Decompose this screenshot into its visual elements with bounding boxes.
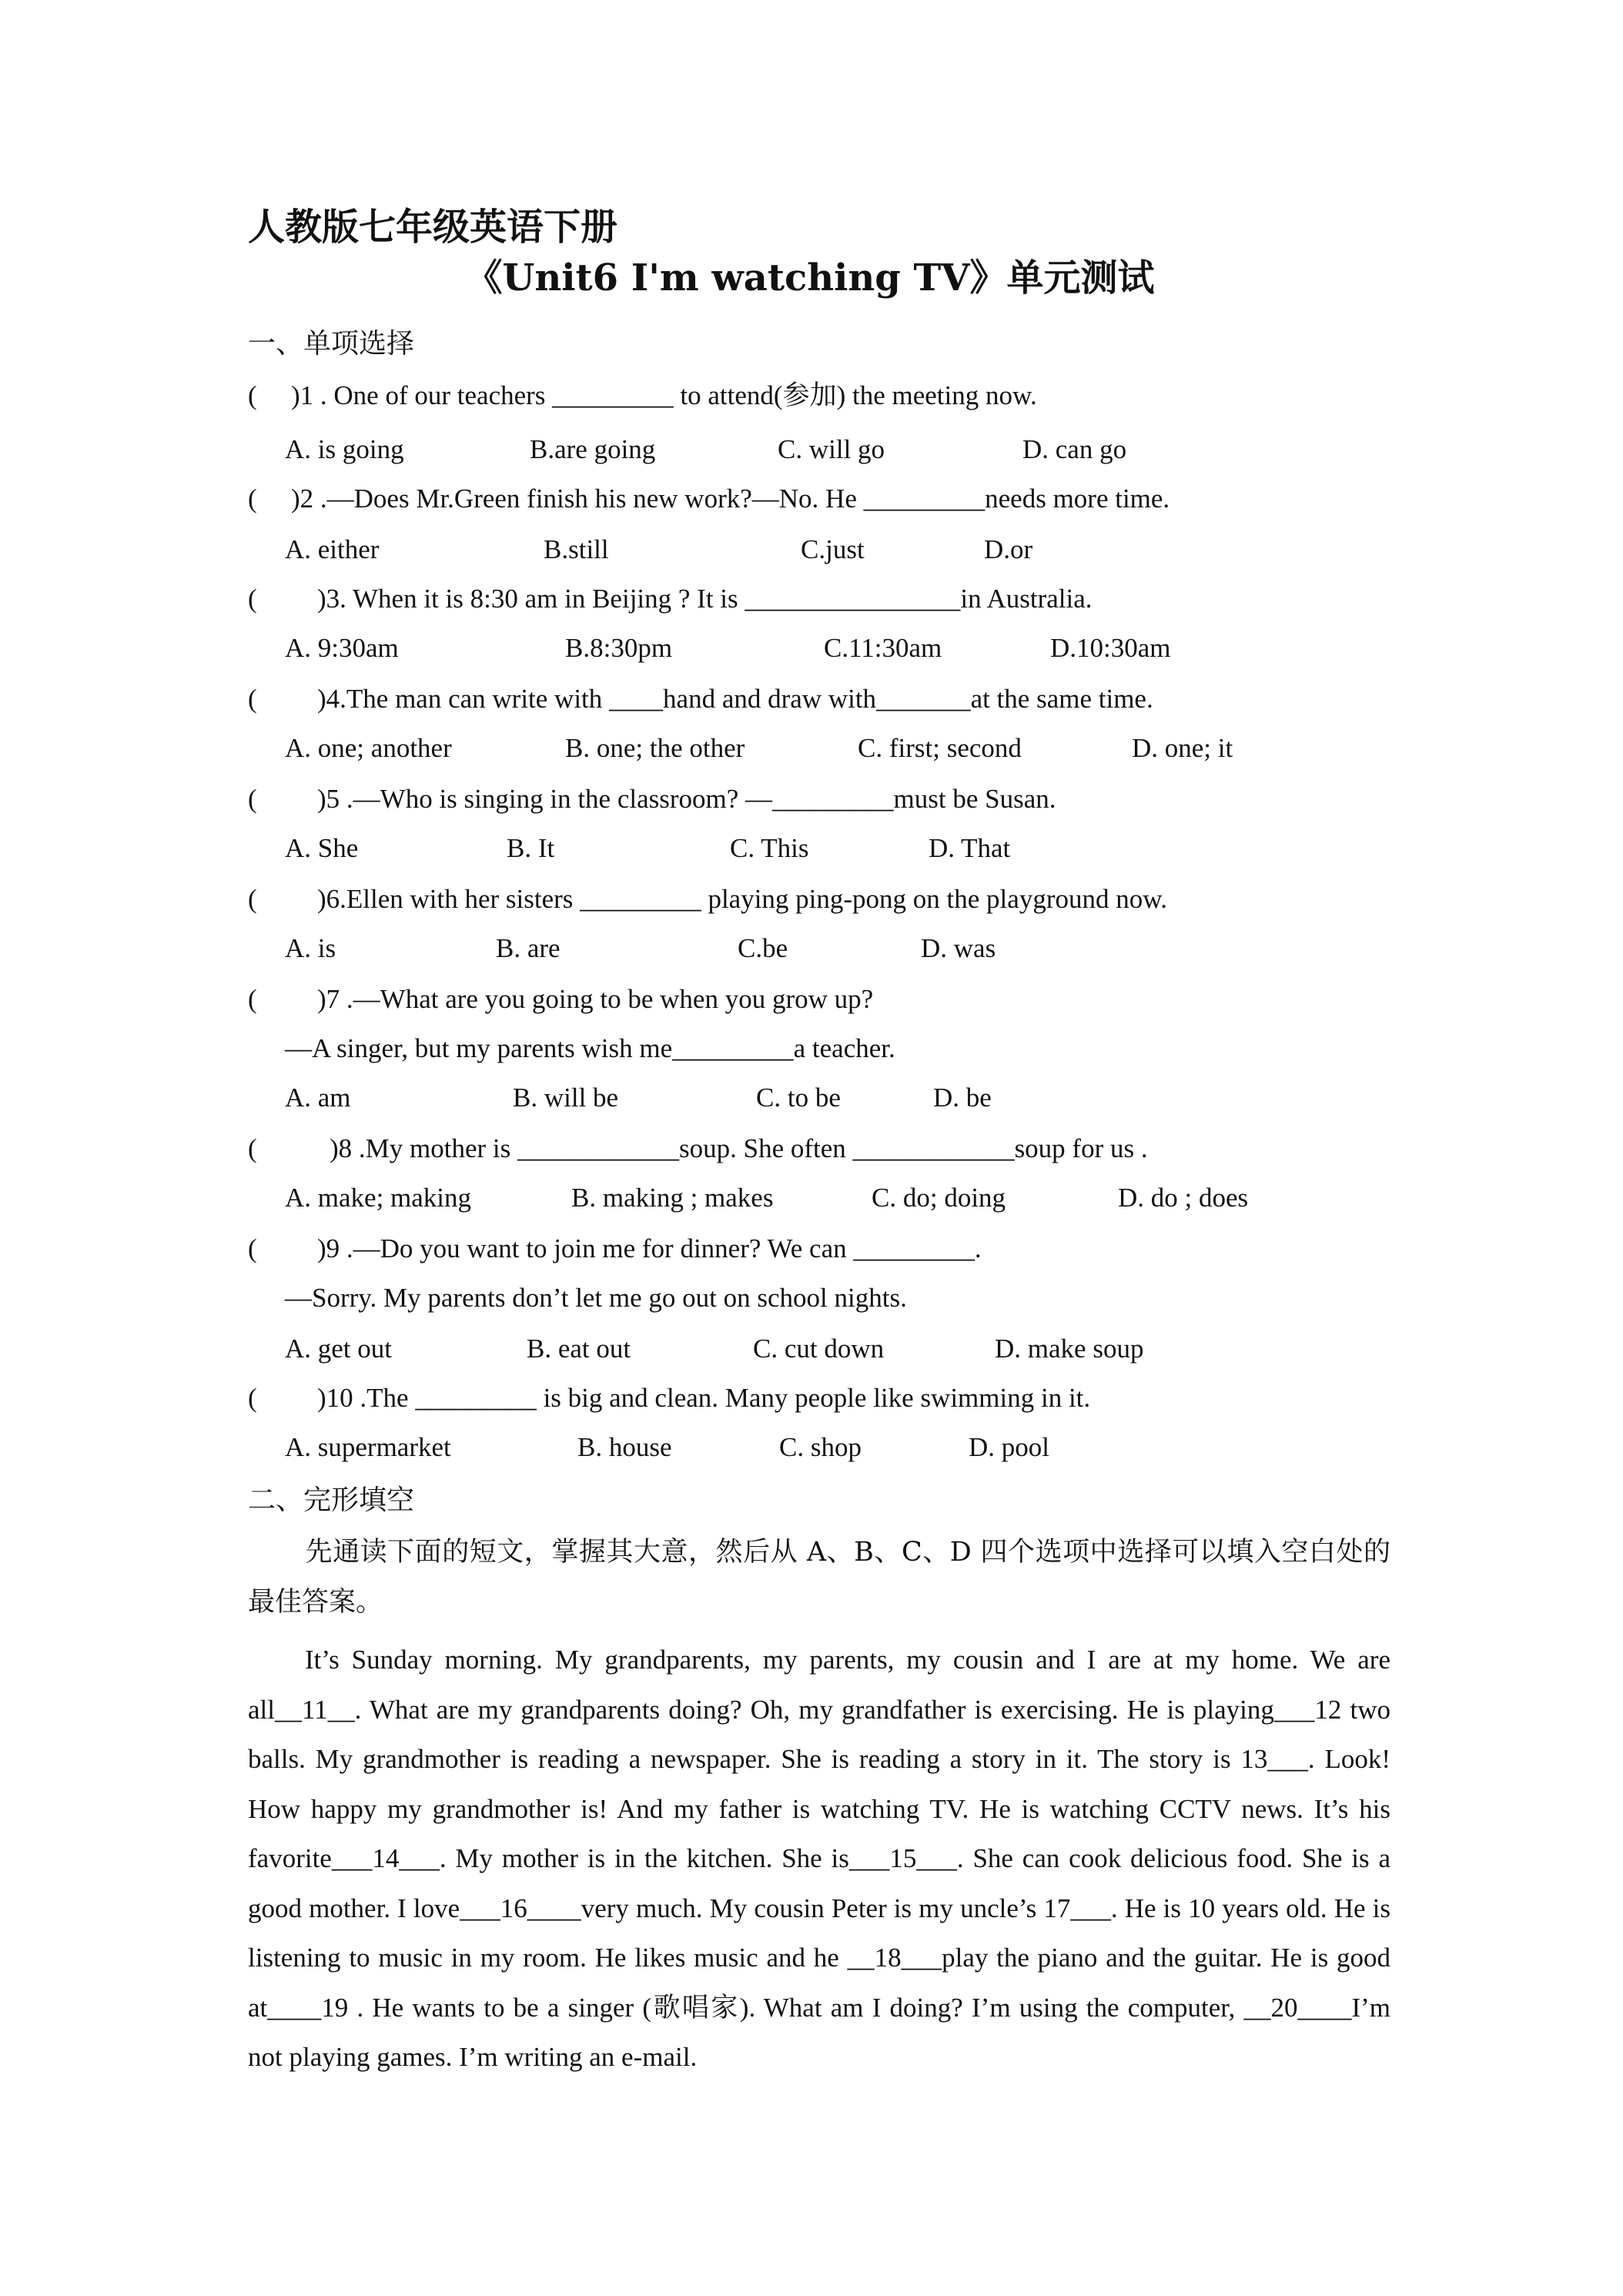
- section-heading-cloze: 二、完形填空: [248, 1484, 415, 1516]
- answer-blank: ____________: [517, 1133, 680, 1163]
- question-8: ( )8 .My mother is ____________soup. She often ____________soup for us .: [248, 1133, 1148, 1163]
- page-title-textbook: 人教版七年级英语下册: [248, 206, 618, 249]
- question-7: ( )7 .—What are you going to be when you grow up?: [248, 984, 874, 1014]
- cloze-passage: It’s Sunday morning. My grandparents, my parents, my cousin and I are at my home. We are all__11__. What are my grandparents doing? Oh, my grandfather is exercising. He is playing___12 two balls. My grandmother is reading a newspaper. She is reading a story in it. The story is 13___. Look! How happy my grandmother is! And my father is watching TV. He is watching CCTV news. It’s his favorite___14___. My mother is in the kitchen. She is___15___. She can cook delicious food. She is a good mother. I love___16____very much. My cousin Peter is my uncle’s 17___. He is 10 years old. He is listening to music in my room. He likes music and he __18___play the piano and the guitar. He is good at____19 . He wants to be a singer (歌唱家). What am I doing? I’m using the computer, __20____I’m not playing games. I’m writing an e-mail.: [248, 1645, 1390, 2072]
- question-10: ( )10 .The _________ is big and clean. Many people like swimming in it.: [248, 1383, 1091, 1413]
- answer-blank: ____: [609, 684, 664, 714]
- question-2: ( )2 .—Does Mr.Green finish his new work?—No. He _________needs more time.: [248, 484, 1170, 514]
- question-7-reply: —A singer, but my parents wish me_________a teacher.: [285, 1033, 895, 1063]
- answer-blank: _________: [580, 884, 701, 914]
- question-6: ( )6.Ellen with her sisters _________ playing ping-pong on the playground now.: [248, 884, 1167, 914]
- section-heading-multiple-choice: 一、单项选择: [248, 328, 415, 360]
- page-title-unit: 《Unit6 I'm watching TV》单元测试: [465, 256, 1155, 300]
- answer-blank: _________: [772, 784, 894, 814]
- answer-blank: _______: [876, 684, 971, 714]
- cloze-instruction: 先通读下面的短文，掌握其大意，然后从 A、B、C、D 四个选项中选择可以填入空白处的最佳答案。: [248, 1537, 1390, 1618]
- question-1: ( )1 . One of our teachers _________ to attend(参加) the meeting now.: [248, 380, 1037, 410]
- question-5: ( )5 .—Who is singing in the classroom? —_________must be Susan.: [248, 784, 1056, 814]
- question-3: ( )3. When it is 8:30 am in Beijing ? It is ________________in Australia.: [248, 584, 1093, 614]
- answer-blank: _________: [672, 1033, 794, 1063]
- answer-blank: _________: [853, 1233, 975, 1263]
- answer-blank: _________: [552, 380, 674, 410]
- question-9: ( )9 .—Do you want to join me for dinner? We can _________.: [248, 1233, 982, 1263]
- answer-blank: ____________: [852, 1133, 1015, 1163]
- answer-blank: ________________: [745, 584, 961, 614]
- answer-blank: _________: [415, 1383, 537, 1413]
- question-4: ( )4.The man can write with ____hand and draw with_______at the same time.: [248, 684, 1153, 714]
- answer-blank: _________: [863, 484, 986, 514]
- test-page: 人教版七年级英语下册 《Unit6 I'm watching TV》单元测试 一、单项选择 ( )1 . One of our teachers _________ to attend(参加) the meeting now. A. is going B.are going C. will go D. can go ( )2 .—Does Mr.Green finish his new work?—No. He _________needs more time. A. either B.still C.just D.or ( )3. When it is 8:30 am in Beijing ? It is ________________in Australia. A. 9:30am B.8:30pm C.11:30am D.10:30am ( )4.The man can write with ____hand and draw with_______at the same time. A. one; another B. one; the other C. first; second D. one; it ( )5 .—Who is singing in the classroom? —_________must be Susan. A. She B. It C. This D. That ( )6.Ellen with her sisters _________ playing ping-pong on the playground now. A. is B. are C.be D. was ( )7 .—What are you going to be when you grow up? —A singer, but my parents wish me_________a teacher. A. am B. will be C. to be D. be ( )8 .My mother is ____________soup. She often ____________soup for us . A. make; making B. making ; makes C. do; doing D. do ; does ( )9 .—Do you want to join me for dinner? We can _________. —Sorry. My parents don’t let me go out on school nights. A. get out B. eat out C. cut down D. make soup ( )10 .The _________ is big and clean. Many people like swimming in it. A. supermarket B. house C. shop D. pool 二、完形填空 先通读下面的短文，掌握其大意，然后从 A、B、C、D 四个选项中选择可以填入空白处的最佳答案。 It’s Sunday morning. My grandparents, my parents, my cousin and I are at my home. We are all__11__. What are my grandparents doing? Oh, my grandfather is exercising. He is playing___12 two balls. My grandmother is reading a newspaper. She is reading a story in it. The story is 13___. Look! How happy my grandmother is! And my father is watching TV. He is watching CCTV news. It’s his favorite___14___. My mother is in the kitchen. She is___15___. She can cook delicious food. She is a good mother. I love___16____very much. My cousin Peter is my uncle’s 17___. He is 10 years old. He is listening to music in my room. He likes music and he __18___play the piano and the guitar. He is good at____19 . He wants to be a singer (歌唱家). What am I doing? I’m using the computer, __20____I’m not playing games. I’m writing an e-mail.: [0, 0, 1623, 2296]
- question-9-reply: —Sorry. My parents don’t let me go out on school nights.: [285, 1283, 907, 1313]
